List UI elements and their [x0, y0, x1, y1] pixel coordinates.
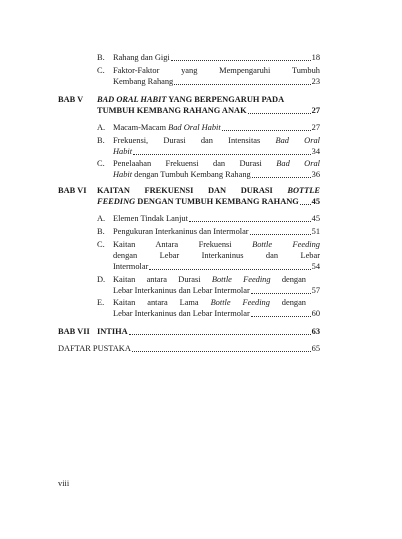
title-plain: Frekuensi, Durasi dan Intensitas [113, 136, 276, 145]
title-plain: DENGAN TUMBUH KEMBANG RAHANG [135, 197, 299, 206]
dot-leader [248, 112, 311, 114]
dot-leader [189, 220, 311, 222]
entry-page: 23 [311, 77, 320, 86]
title-plain: Kaitan Antara Frekuensi [113, 240, 253, 249]
title-end: dengan [270, 275, 306, 284]
title-italic: Bottle Feeding [210, 298, 270, 307]
title-plain: dengan Tumbuh Kembang Rahang [132, 170, 251, 179]
chapter-title-rest: YANG BERPENGARUH PADA [166, 95, 285, 104]
dot-leader [129, 333, 311, 335]
chapter-label: BAB VI [58, 186, 87, 195]
entry-title-line2: Lebar Interkaninus dan Lebar Intermolar [113, 309, 250, 318]
toc-entry-penelaahan[interactable] [113, 170, 320, 180]
entry-label: E. [97, 298, 105, 307]
entry-title-line1 [113, 298, 306, 308]
title-italic: Bad Oral [275, 136, 320, 145]
entry-title: Pengukuran Interkaninus dan Intermolar [113, 227, 249, 236]
title-italic: BOTTLE [287, 186, 320, 195]
entry-page: 18 [311, 53, 320, 62]
entry-page: 63 [311, 327, 320, 336]
title-italic: Bottle Feeding [252, 240, 320, 249]
toc-entry-rahang-dan-gigi[interactable] [113, 53, 320, 63]
entry-label: B. [97, 136, 105, 145]
entry-page: 27 [311, 106, 320, 115]
entry-title-line1 [113, 136, 320, 146]
title-italic: FEEDING [97, 197, 136, 206]
title-plain: Macam-Macam [113, 123, 169, 132]
title-italic: Bad Oral [276, 159, 320, 168]
toc-entry-frekuensi-durasi[interactable] [113, 147, 320, 157]
dot-leader [174, 83, 310, 85]
title-italic: Bad Oral Habit [168, 123, 221, 132]
chapter-title: INTIHA [97, 327, 128, 336]
entry-label: C. [97, 66, 105, 75]
entry-title-line3: Intermolar [113, 262, 149, 271]
entry-title-line2: Kembang Rahang [113, 77, 174, 86]
title-plain: KAITAN FREKUENSI DAN DURASI [97, 186, 288, 195]
chapter-label: BAB V [58, 95, 84, 104]
toc-entry-bab-vii[interactable] [97, 327, 320, 337]
entry-title-line1 [113, 275, 306, 285]
entry-page: 57 [311, 286, 320, 295]
entry-page: 54 [311, 262, 320, 271]
chapter-label: BAB VII [58, 327, 90, 336]
dot-leader [251, 315, 311, 317]
chapter-title-line2: TUMBUH KEMBANG RAHANG ANAK [97, 106, 247, 115]
entry-label: A. [97, 123, 106, 132]
toc-entry-kaitan-lama[interactable] [113, 309, 320, 319]
entry-label: C. [97, 159, 105, 168]
chapter-title-line1 [97, 95, 320, 105]
toc-entry-bab-v[interactable] [97, 106, 320, 116]
entry-title [113, 123, 221, 133]
page-number: viii [58, 479, 70, 488]
title-italic: Bottle Feeding [211, 275, 271, 284]
toc-entry-kaitan-frekuensi[interactable] [113, 262, 320, 272]
entry-title-line2: Lebar Interkaninus dan Lebar Intermolar [113, 286, 250, 295]
entry-title: Rahang dan Gigi [113, 53, 170, 62]
title-plain: Penelaahan Frekuensi dan Durasi [113, 159, 277, 168]
entry-title: DAFTAR PUSTAKA [58, 344, 131, 353]
chapter-title-line2 [97, 197, 299, 207]
entry-title-line1 [113, 240, 320, 250]
dot-leader [171, 59, 311, 61]
entry-page: 45 [311, 214, 320, 223]
toc-entry-faktor-faktor[interactable] [113, 77, 320, 87]
entry-label: B. [97, 53, 105, 62]
dot-leader [250, 233, 311, 235]
toc-entry-daftar-pustaka[interactable] [58, 344, 320, 354]
dot-leader [149, 268, 310, 270]
entry-title: Elemen Tindak Lanjut [113, 214, 188, 223]
entry-page: 34 [311, 147, 320, 156]
title-end: dengan [269, 298, 306, 307]
chapter-title-italic: BAD ORAL HABIT [97, 95, 167, 104]
entry-page: 45 [311, 197, 320, 206]
entry-title-line2: dengan Lebar Interkaninus dan Lebar [113, 251, 320, 260]
entry-page: 65 [311, 344, 320, 353]
dot-leader [222, 129, 311, 131]
dot-leader [133, 153, 311, 155]
entry-label: A. [97, 214, 106, 223]
dot-leader [300, 203, 311, 205]
entry-title-line1: Faktor-Faktor yang Mempengaruhi Tumbuh [113, 66, 320, 75]
entry-title-line1 [113, 159, 320, 169]
dot-leader [132, 350, 311, 352]
dot-leader [251, 292, 311, 294]
entry-title-line2: Habit [113, 147, 133, 156]
dot-leader [252, 176, 311, 178]
entry-page: 51 [311, 227, 320, 236]
entry-page: 60 [311, 309, 320, 318]
toc-entry-pengukuran[interactable] [113, 227, 320, 237]
chapter-title-line1 [97, 186, 320, 196]
entry-page: 36 [311, 170, 320, 179]
entry-label: D. [97, 275, 106, 284]
title-plain: Kaitan antara Durasi [113, 275, 212, 284]
title-italic: Habit [113, 170, 133, 179]
toc-entry-kaitan-durasi[interactable] [113, 286, 320, 296]
toc-entry-bab-vi[interactable] [97, 197, 320, 207]
toc-entry-elemen-tindak-lanjut[interactable] [113, 214, 320, 224]
toc-entry-macam-macam[interactable] [113, 123, 320, 133]
entry-label: B. [97, 227, 105, 236]
entry-label: C. [97, 240, 105, 249]
entry-page: 27 [311, 123, 320, 132]
entry-title-line2 [113, 170, 251, 180]
title-plain: Kaitan antara Lama [113, 298, 211, 307]
